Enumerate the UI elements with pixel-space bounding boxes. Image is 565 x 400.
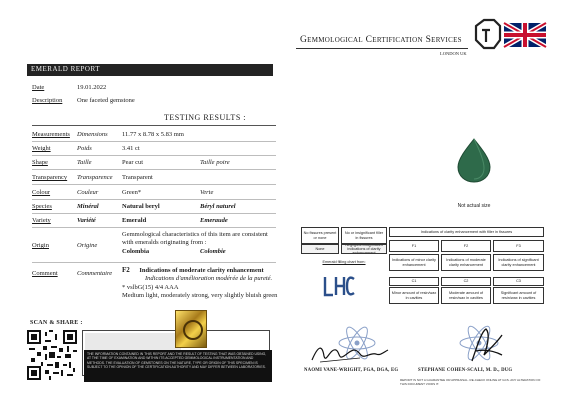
legend-c2-desc: Moderate amount of resin/wax in cavities bbox=[441, 287, 491, 304]
result-label-fr: Taille bbox=[77, 159, 92, 166]
legend-f3: F3 bbox=[493, 240, 544, 252]
legend-none: None bbox=[301, 244, 339, 254]
divider bbox=[32, 125, 276, 126]
qr-code[interactable] bbox=[27, 330, 77, 380]
comment-block bbox=[122, 267, 278, 299]
report-header: EMERALD REPORT bbox=[27, 64, 273, 76]
result-label-fr: Transparence bbox=[77, 174, 113, 181]
result-value: 3.41 ct bbox=[122, 145, 140, 152]
disclaimer-text: THE INFORMATION CONTAINED IN THIS REPORT AND THE RESULT OF TESTING THAT WAS OBTAINED USING, AT THE TIME OF EXAMINATION AND WITHIN ITS ACCEPTED GEMMOLOGICAL INSTRUMENTATION AND METHODS. THE EVALUATION OF GEMSTONES ON THE NATURE, TYPE OR ORIGIN OF THIS SPECIMEN IS SUBJECT TO THE OPINION OF THE CERTIFICATION AUTHORITY AND MAY DIFFER BETWEEN LABORATORIES. bbox=[84, 350, 272, 382]
result-value-fr: Béryl naturel bbox=[200, 203, 236, 210]
hologram-seal bbox=[175, 310, 207, 348]
result-label-en: Measurements bbox=[32, 131, 70, 138]
lab-title-rule bbox=[296, 48, 468, 49]
origin-row bbox=[32, 230, 276, 263]
origin-country-fr: Colombie bbox=[200, 248, 226, 255]
description-label: Description bbox=[32, 97, 63, 104]
legend-f2-desc: Indications of moderate clarity enhancement bbox=[441, 254, 491, 271]
result-label-fr: Poids bbox=[77, 145, 92, 152]
legend-c3-desc: Significant amount of resin/wax in cavities bbox=[493, 287, 544, 304]
comment-description: Medium light, moderately strong, very slightly bluish green bbox=[122, 291, 278, 299]
result-value: Emerald bbox=[122, 217, 147, 224]
lab-title: Gemmological Certification Services bbox=[300, 35, 462, 45]
result-label-fr: Variété bbox=[77, 217, 96, 224]
result-label-en: Transparency bbox=[32, 174, 68, 181]
signature-right bbox=[466, 325, 506, 365]
result-row-weight bbox=[32, 145, 276, 156]
result-value: Green* bbox=[122, 189, 142, 196]
legend-c1: C1 bbox=[389, 277, 439, 286]
origin-text bbox=[122, 231, 278, 257]
fine-print: REPORT IS NOT A GUARANTEE OR APPRAISAL. RE-CHECK ONLINE AT GCS. ANY ALTERATION OF THIS DOCUMENT VOIDS IT. bbox=[400, 378, 541, 386]
legend-f1-desc: Indications of minor clarity enhancement bbox=[389, 254, 439, 271]
result-row-transparency bbox=[32, 174, 276, 185]
result-label-en: Weight bbox=[32, 145, 51, 152]
date-label: Date bbox=[32, 84, 45, 91]
result-label-en: Species bbox=[32, 203, 52, 210]
date-value: 19.01.2022 bbox=[77, 84, 107, 91]
scan-share-label: SCAN & SHARE : bbox=[30, 320, 83, 326]
not-actual-size-note: Not actual size bbox=[457, 203, 491, 209]
origin-label-en: Origin bbox=[32, 242, 49, 249]
lhc-logo bbox=[323, 275, 355, 297]
description-value: One faceted gemstone bbox=[77, 97, 135, 104]
result-value: Pear cut bbox=[122, 159, 144, 166]
result-label-fr: Dimensions bbox=[77, 131, 108, 138]
result-value: Natural beryl bbox=[122, 203, 160, 210]
signature-left bbox=[310, 338, 390, 368]
result-label-en: Colour bbox=[32, 189, 51, 196]
origin-statement: Gemmological characteristics of this item are consistent with emeralds originating from : bbox=[122, 231, 268, 246]
comment-line-en: Indications of moderate clarity enhancement bbox=[139, 267, 264, 274]
legend-c2: C2 bbox=[441, 277, 491, 286]
result-value-fr: Taille poire bbox=[200, 159, 230, 166]
result-row-species bbox=[32, 203, 276, 214]
signature-left-name: NAOMI VANE-WRIGHT, FGA, DGA, EG bbox=[304, 368, 399, 373]
comment-code2: * vslbG(15) 4/4 AAA bbox=[122, 284, 179, 291]
legend-header-insig: No or insignificant filler in fissures bbox=[341, 227, 387, 244]
comment-line-fr: Indications d'amélioration modérée de la pureté. bbox=[145, 274, 273, 282]
legend-c1-desc: Minor amount of resin/wax in cavities bbox=[389, 287, 439, 304]
origin-country-en: Colombia bbox=[122, 248, 150, 255]
signature-right-name: STEPHANE COHEN-SCALI, M. D., DUG bbox=[418, 368, 513, 373]
emerald-pear-icon bbox=[456, 137, 492, 183]
result-row-colour bbox=[32, 189, 276, 200]
section-title: TESTING RESULTS : bbox=[164, 113, 246, 122]
legend-f2: F2 bbox=[441, 240, 491, 252]
result-label-en: Variety bbox=[32, 217, 51, 224]
legend-header-none: No fissures present or none bbox=[301, 227, 339, 244]
result-row-shape bbox=[32, 159, 276, 170]
legend-f1: F1 bbox=[389, 240, 439, 252]
clarity-legend-table bbox=[301, 227, 544, 317]
legend-header-title: Indications of clarity enhancement with filler in fissures bbox=[389, 227, 544, 237]
result-value-fr: Verte bbox=[200, 189, 214, 196]
lab-city: LONDON UK bbox=[440, 51, 467, 56]
gcs-logo bbox=[472, 18, 548, 52]
origin-label-fr: Origine bbox=[77, 242, 98, 249]
result-label-fr: Minéral bbox=[77, 203, 99, 210]
result-label-en: Shape bbox=[32, 159, 48, 166]
result-row-variety bbox=[32, 217, 276, 228]
comment-code: F2 bbox=[122, 266, 130, 274]
legend-c3: C3 bbox=[493, 277, 544, 286]
legend-insig-ind: Negligible/insignificant indications of clarity enhancement bbox=[341, 244, 387, 254]
comment-label-en: Comment bbox=[32, 270, 58, 277]
comment-label-fr: Commentaire bbox=[77, 270, 113, 277]
result-label-fr: Couleur bbox=[77, 189, 99, 196]
legend-f3-desc: Indications of significant clarity enhancement bbox=[493, 254, 544, 271]
legend-chart-label: Emerald filling chart from: bbox=[322, 259, 366, 264]
result-value: Transparent bbox=[122, 174, 153, 181]
result-row-measurements bbox=[32, 131, 276, 142]
result-value: 11.77 x 8.78 x 5.83 mm bbox=[122, 131, 184, 138]
comment-row bbox=[32, 266, 276, 310]
result-value-fr: Emeraude bbox=[200, 217, 228, 224]
